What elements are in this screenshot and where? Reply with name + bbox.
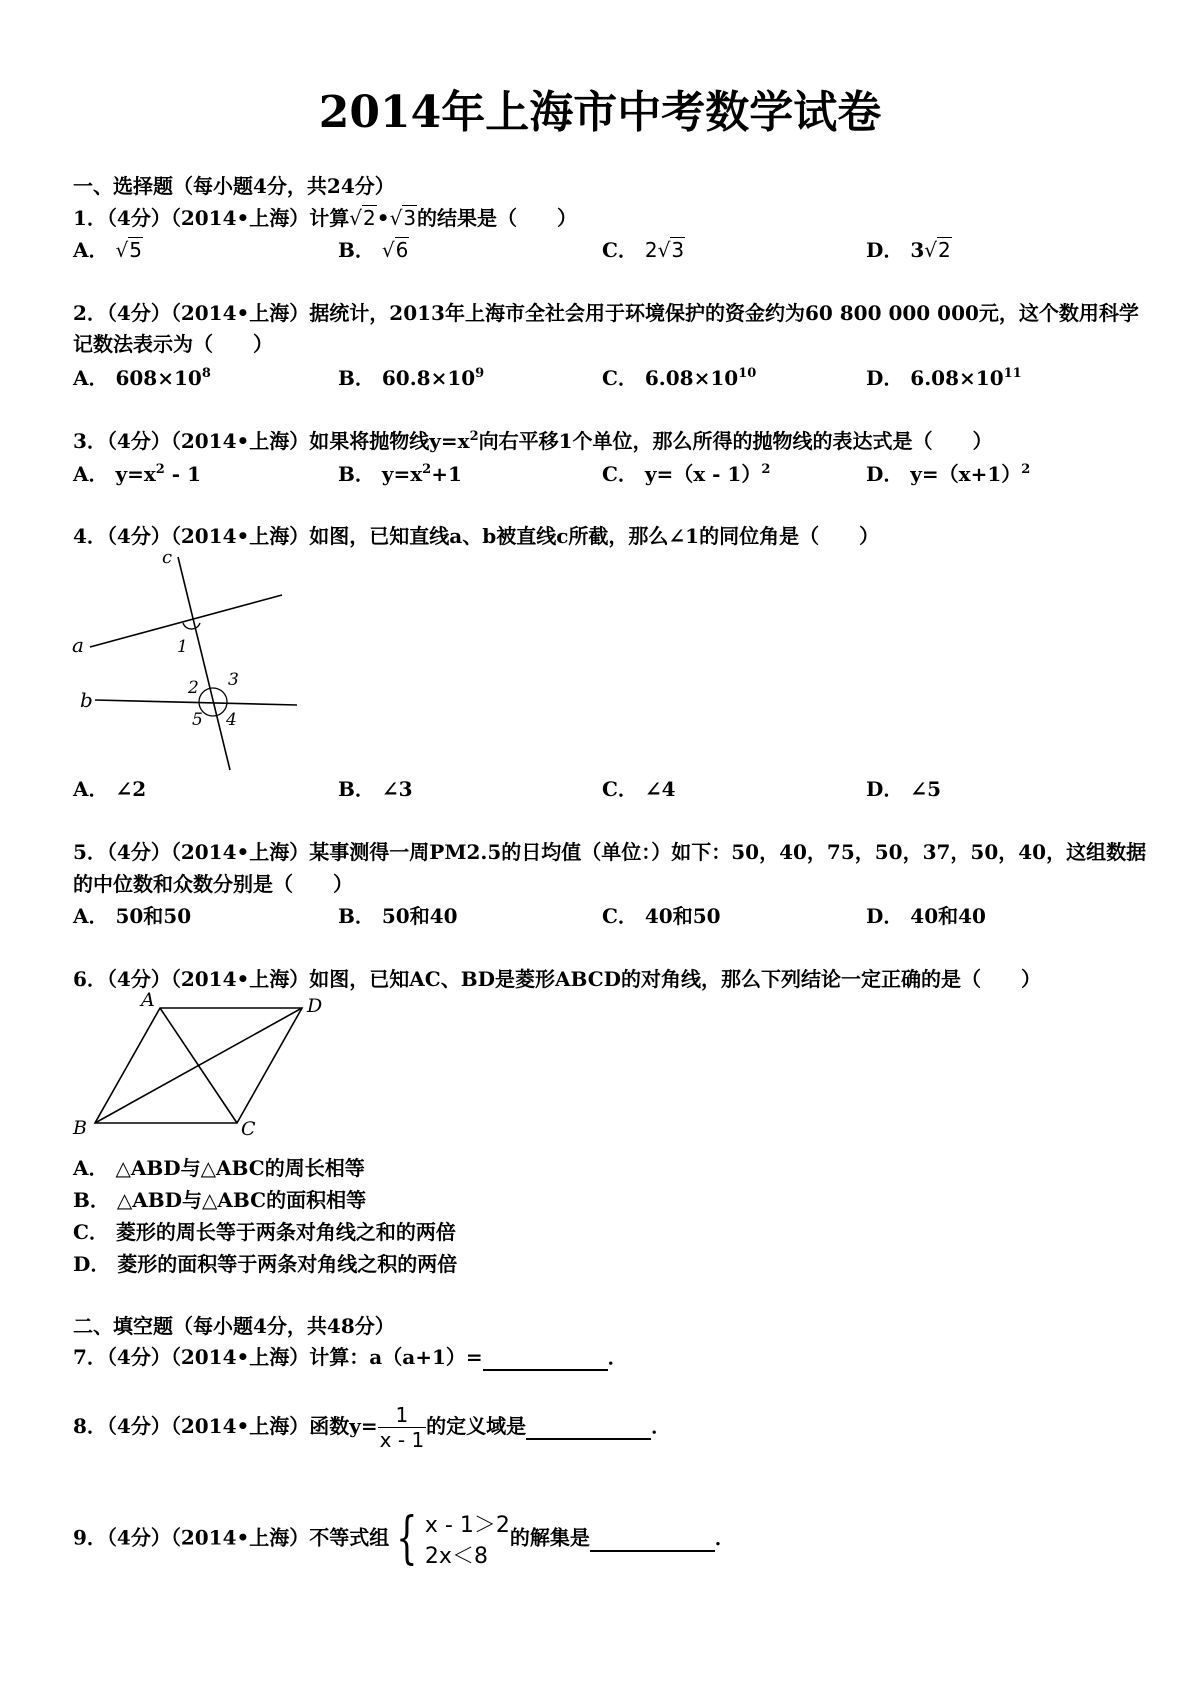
fraction: $\frac{1}{x - 1}$ — [379, 1403, 425, 1452]
q1-option-c: C． 2√3 — [602, 238, 685, 262]
sqrt-3: √3 — [389, 206, 417, 230]
q1-suffix: 的结果是（ ） — [417, 206, 578, 230]
q1-stem — [73, 202, 577, 231]
q5-option-c: C． 40和50 — [602, 904, 721, 928]
label-4: 4 — [226, 710, 237, 730]
q8-stem: 8．（4分）（2014•上海）函数y= $\frac{1}{x - 1}$ 的定义域是 ． — [73, 1403, 672, 1452]
q5-option-d: D． 40和40 — [866, 904, 986, 928]
diagonal-bd — [95, 1008, 302, 1123]
q6-option-a: A． △ABD与△ABC的周长相等 — [73, 1156, 365, 1180]
section1-heading: 一、选择题（每小题4分，共24分） — [73, 174, 395, 198]
q3-option-d: D． $y=(x+1)^2$ — [866, 462, 1031, 486]
q4-option-c: C． ∠4 — [602, 777, 676, 801]
q1-option-a: A． √5 — [73, 238, 142, 262]
sqrt-2: √2 — [349, 206, 376, 230]
line-b — [95, 700, 297, 705]
q2-option-b: B． $60.8\times 10^9$ — [338, 366, 485, 390]
q4-option-d: D． ∠5 — [866, 777, 941, 801]
q1-option-d: D． 3√2 — [866, 238, 951, 262]
q3-option-a: A． $y=x^2 - 1$ — [73, 462, 201, 486]
q2-stem-line1: 2．（4分）（2014•上海）据统计，2013年上海市全社会用于环境保护的资金约为60 800 000 000元，这个数用科学 — [73, 301, 1139, 325]
left-brace: { — [396, 1506, 418, 1571]
q1-dot: • — [376, 206, 390, 230]
q4-stem: 4．（4分）（2014•上海）如图，已知直线a、b被直线c所截，那么∠1的同位角是（ ） — [73, 524, 880, 548]
q4-option-a: A． ∠2 — [73, 777, 147, 801]
angle-1-arc — [183, 623, 200, 629]
q6-stem: 6．（4分）（2014•上海）如图，已知AC、BD是菱形ABCD的对角线，那么下列结论一定正确的是（ ） — [73, 967, 1042, 991]
q1-option-b: B． √6 — [338, 238, 409, 262]
vertex-a: A — [141, 989, 155, 1011]
answer-blank[interactable] — [483, 1345, 608, 1371]
label-a: a — [72, 633, 84, 657]
label-2: 2 — [188, 678, 199, 698]
q9-stem: 9．（4分）（2014•上海）不等式组 { x - 1＞2 2x＜8 的解集是 ． — [73, 1506, 735, 1571]
q7-stem: 7．（4分）（2014•上海）计算：a（a+1）= ． — [73, 1345, 628, 1369]
q6-option-c: C． 菱形的周长等于两条对角线之和的两倍 — [73, 1220, 456, 1244]
q5-stem-line1: 5．（4分）（2014•上海）某事测得一周PM2.5的日均值（单位：）如下：50，40，75，50，37，50，40，这组数据 — [73, 840, 1147, 864]
q6-figure-rhombus — [65, 988, 345, 1138]
q2-stem-line2: 记数法表示为（ ） — [73, 332, 273, 356]
q5-option-b: B． 50和40 — [338, 904, 458, 928]
q6-option-d: D． 菱形的面积等于两条对角线之积的两倍 — [73, 1252, 458, 1276]
label-1: 1 — [177, 637, 188, 657]
vertex-c: C — [241, 1118, 256, 1138]
q5-option-a: A． 50和50 — [73, 904, 192, 928]
label-b: b — [80, 688, 93, 712]
vertex-d: D — [307, 995, 323, 1017]
q2-option-d: D． $6.08\times 10^{11}$ — [866, 366, 1022, 390]
line-c — [178, 557, 230, 770]
q3-option-c: C． y=（x - 1）$^2$ — [602, 462, 771, 486]
q3-stem: 3．（4分）（2014•上海）如果将抛物线$y=x^2$向右平移1个单位，那么所得的抛物线的表达式是（ ） — [73, 429, 993, 453]
q3-option-b: B． $y=x^2+1$ — [338, 462, 462, 486]
section2-heading: 二、填空题（每小题4分，共48分） — [73, 1314, 395, 1338]
q2-option-a: A． $608\times 10^8$ — [73, 366, 211, 390]
q2-option-c: C． $6.08\times 10^{10}$ — [602, 366, 757, 390]
q4-option-b: B． ∠3 — [338, 777, 413, 801]
q4-figure-lines — [65, 545, 315, 775]
q5-stem-line2: 的中位数和众数分别是（ ） — [73, 872, 353, 896]
answer-blank[interactable] — [526, 1414, 651, 1440]
q6-option-b: B． △ABD与△ABC的面积相等 — [73, 1188, 367, 1212]
label-5: 5 — [192, 710, 203, 730]
vertex-b: B — [73, 1117, 87, 1138]
q1-prefix: 1．（4分）（2014•上海）计算 — [73, 206, 350, 230]
label-c: c — [162, 547, 173, 568]
exam-title: 2014年上海市中考数学试卷 — [318, 87, 882, 138]
answer-blank[interactable] — [590, 1526, 715, 1552]
label-3: 3 — [228, 670, 239, 690]
inequality-system: x - 1＞2 2x＜8 — [424, 1513, 510, 1569]
